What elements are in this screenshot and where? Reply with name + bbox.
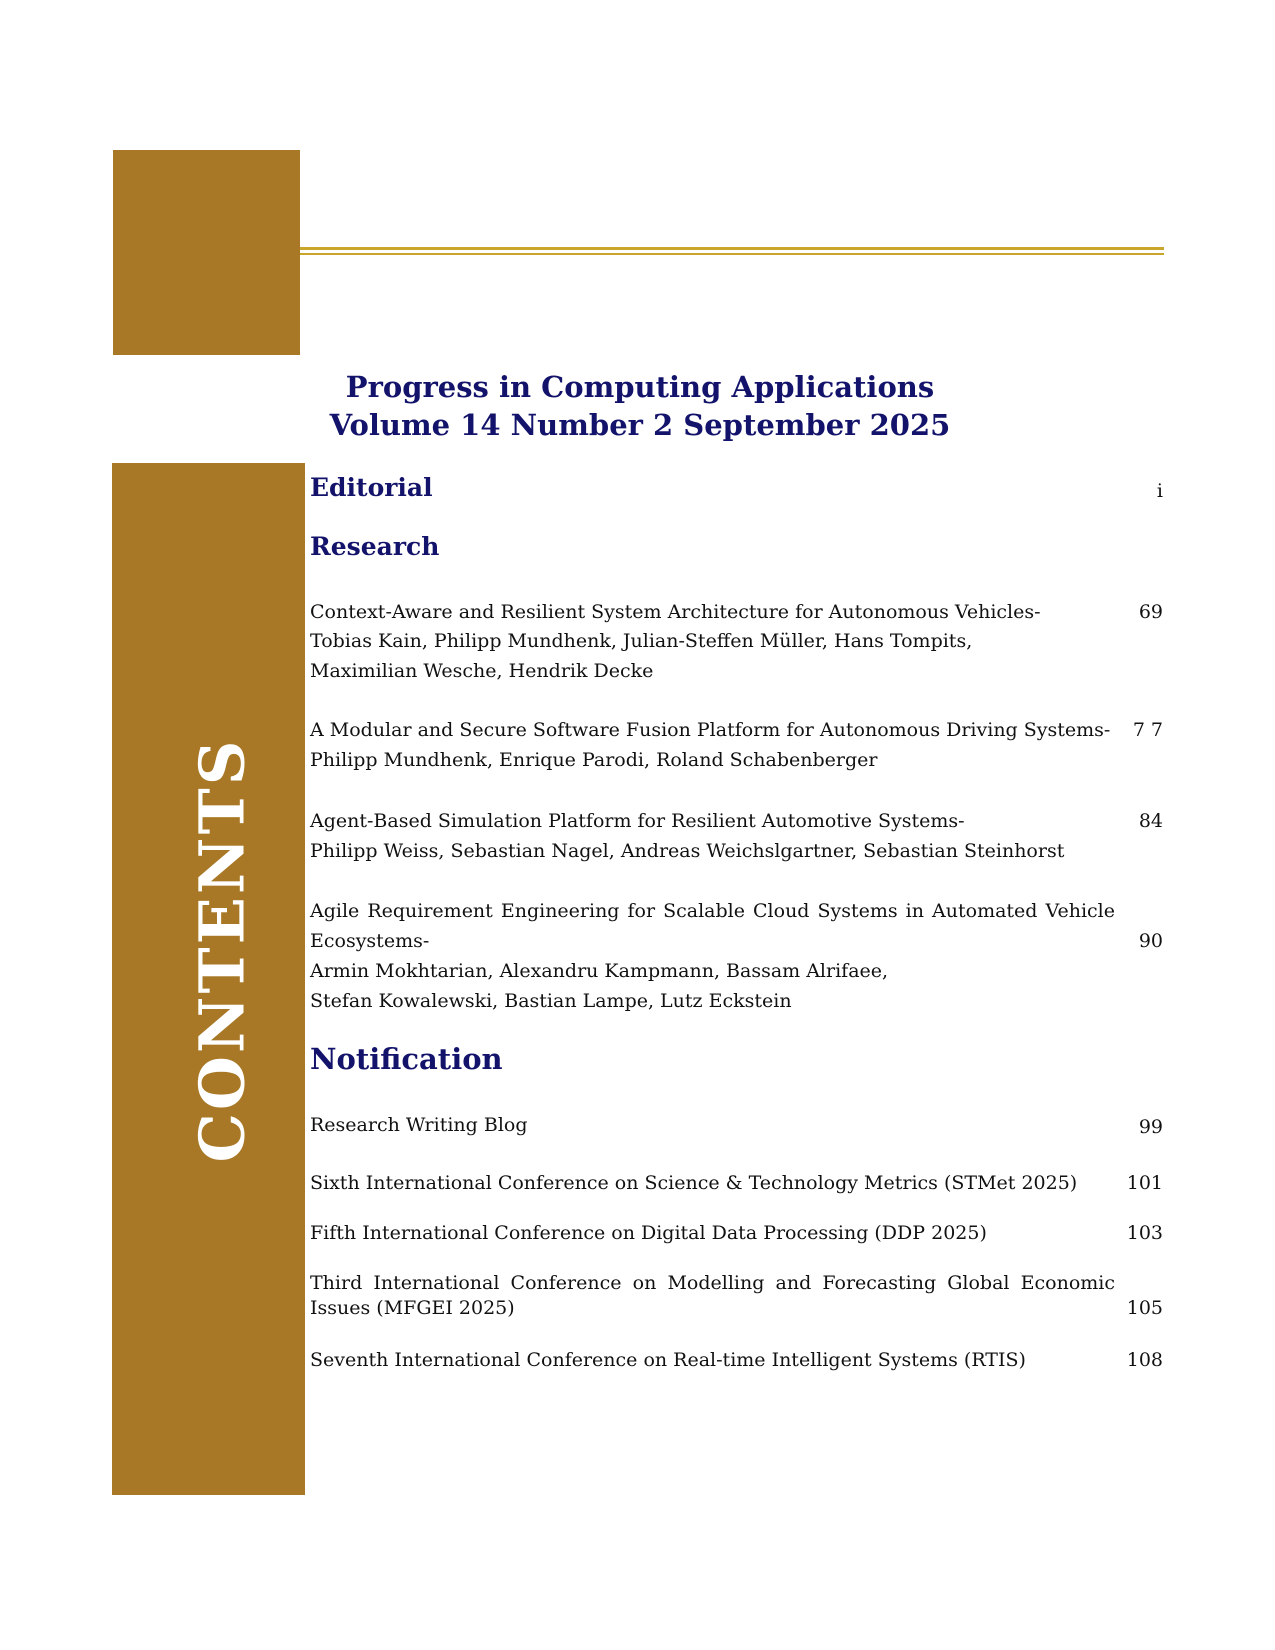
notification-entry-title[interactable]: Seventh International Conference on Real-time Intelligent Systems (RTIS)	[310, 1349, 1026, 1371]
notification-entry-page: 108	[1126, 1349, 1163, 1371]
notification-entry-title[interactable]: Third International Conference on Modelling and Forecasting Global Economic	[310, 1272, 1115, 1294]
toc-entry-authors: Philipp Weiss, Sebastian Nagel, Andreas Weichslgartner, Sebastian Steinhorst	[310, 840, 1065, 862]
toc-entry-title[interactable]: A Modular and Secure Software Fusion Platform for Autonomous Driving Systems-	[310, 719, 1111, 741]
toc-entry-page: 69	[1138, 601, 1163, 623]
notification-entry-title-continued[interactable]: Issues (MFGEI 2025)	[310, 1297, 515, 1319]
notification-entry-title[interactable]: Sixth International Conference on Science & Technology Metrics (STMet 2025)	[310, 1172, 1078, 1194]
notification-entry-page: 103	[1126, 1222, 1163, 1244]
toc-entry-title[interactable]: Agent-Based Simulation Platform for Resilient Automotive Systems-	[310, 810, 965, 832]
toc-entry-authors: Tobias Kain, Philipp Mundhenk, Julian-Steffen Müller, Hans Tompits,	[310, 630, 973, 652]
journal-title-line1: Progress in Computing Applications	[345, 370, 935, 404]
toc-entry-page: 84	[1138, 810, 1163, 832]
journal-title	[300, 368, 980, 444]
decorative-gold-block	[113, 150, 300, 355]
section-heading-notification: Notification	[310, 1042, 503, 1076]
toc-entry-authors: Stefan Kowalewski, Bastian Lampe, Lutz Eckstein	[310, 990, 792, 1012]
notification-entry-page: 101	[1126, 1172, 1163, 1194]
sidebar-contents-label: CONTENTS	[185, 737, 259, 1163]
toc-entry-page: 90	[1138, 930, 1163, 952]
toc-entry-title[interactable]: Agile Requirement Engineering for Scalable Cloud Systems in Automated Vehicle	[310, 900, 1115, 922]
journal-issue-line: Volume 14 Number 2 September 2025	[329, 408, 951, 442]
toc-entry-title[interactable]: Context-Aware and Resilient System Architecture for Autonomous Vehicles-	[310, 601, 1041, 623]
toc-entry-authors: Maximilian Wesche, Hendrik Decke	[310, 660, 654, 682]
notification-entry-page: 99	[1138, 1116, 1163, 1138]
page-number-editorial: i	[1156, 480, 1163, 502]
notification-entry-title[interactable]: Fifth International Conference on Digital Data Processing (DDP 2025)	[310, 1222, 987, 1244]
decorative-rule-bottom	[300, 253, 1164, 255]
toc-entry-authors: Armin Mokhtarian, Alexandru Kampmann, Bassam Alrifaee,	[310, 960, 889, 982]
notification-entry-title[interactable]: Research Writing Blog	[310, 1114, 528, 1136]
toc-entry-page: 77	[1132, 719, 1169, 741]
decorative-rule-top	[300, 247, 1164, 250]
notification-entry-page: 105	[1126, 1297, 1163, 1319]
toc-entry-title-continued[interactable]: Ecosystems-	[310, 930, 430, 952]
toc-entry-authors: Philipp Mundhenk, Enrique Parodi, Roland Schabenberger	[310, 749, 878, 771]
section-heading-editorial[interactable]: Editorial	[310, 473, 433, 502]
section-heading-research: Research	[310, 532, 440, 561]
